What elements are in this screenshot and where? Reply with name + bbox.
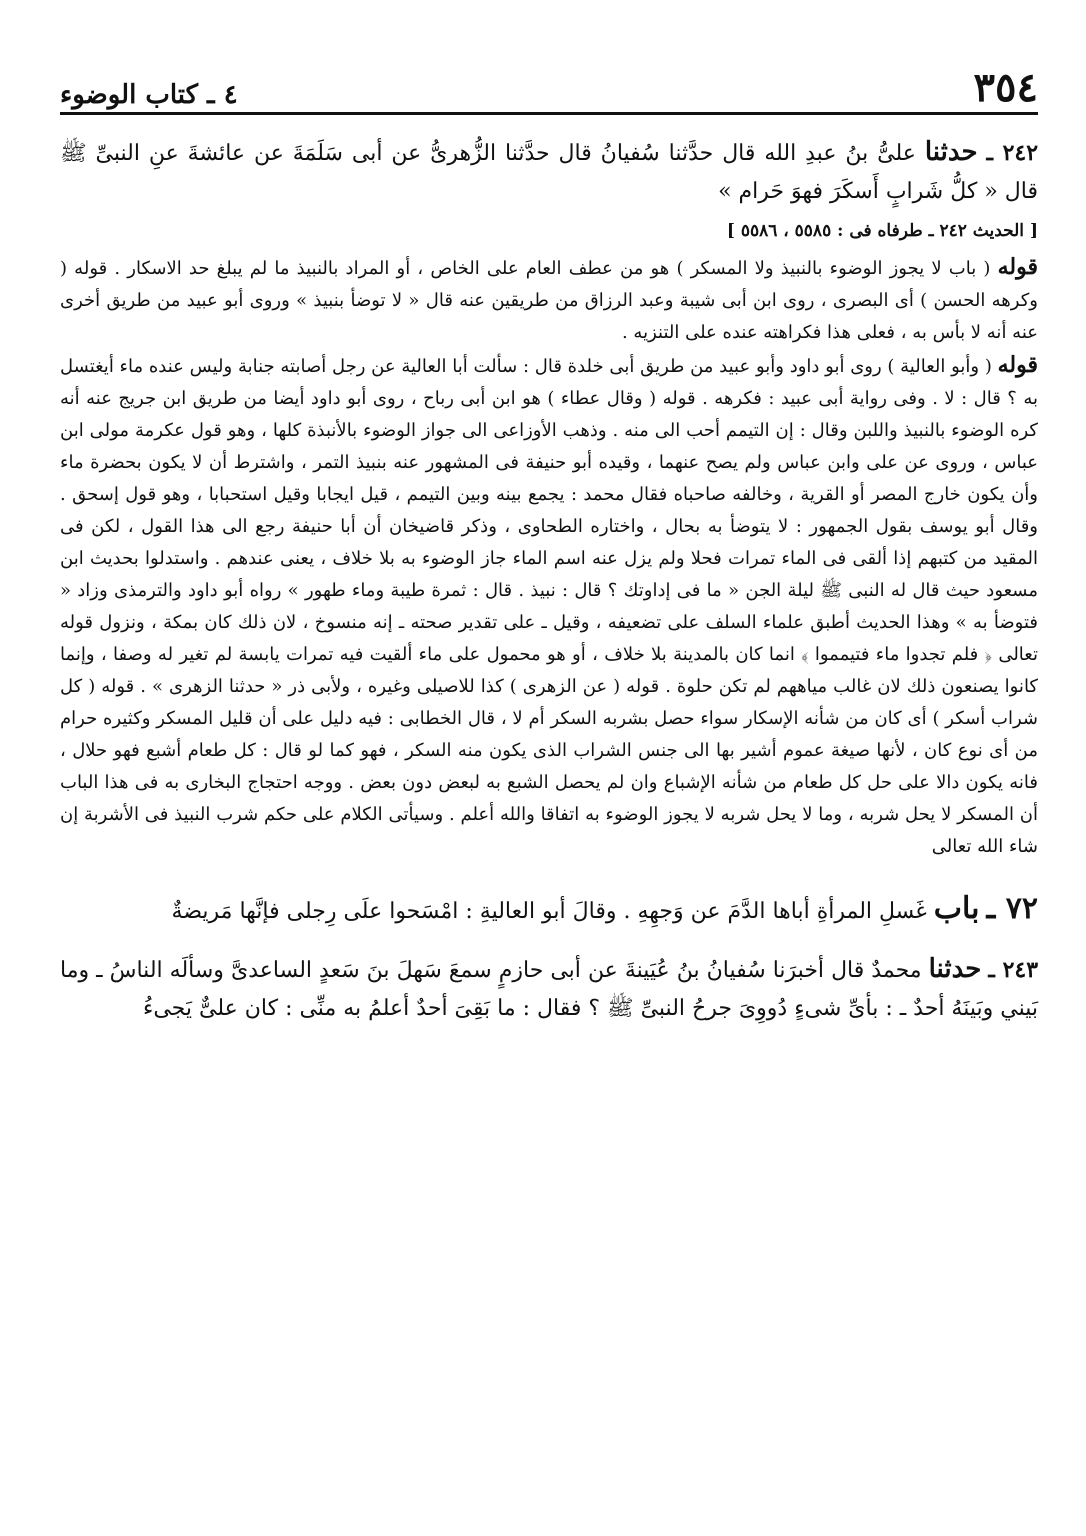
hadith-243: [60, 950, 1038, 1028]
haddathana-word: حدثنا: [924, 137, 978, 167]
bab-word: باب: [933, 891, 980, 926]
commentary-paragraph: [60, 251, 1038, 349]
page-number: ٣٥٤: [973, 64, 1038, 111]
commentary-text: ( وأبو العالية ) روى أبو داود وأبو عبيد من طريق أبى خلدة قال : سألت أبا العالية عن رجل أصابته جنابة وليس عنده ماء أيغتسل به ؟ قال : لا . وفى رواية أبى عبيد : فكرهه . قوله ( وقال عطاء ) هو ابن أبى رباح ، روى أبو داود أيضا من طريق ابن جريج عنه أنه كره الوضوء بالنبيذ واللبن وقال : إن التيمم أحب الى منه . وذهب الأوزاعى الى جواز الوضوء بالأنبذة كلها ، وهو قول عكرمة مولى ابن عباس ، وروى عن على وابن عباس ولم يصح عنهما ، وقيده أبو حنيفة فى المشهور عنه بنبيذ التمر ، واشترط أن لا يكون بحضرة ماء وأن يكون خارج المصر أو القرية ، وخالفه صاحباه فقال محمد : يجمع بينه وبين التيمم ، قيل ايجابا وقيل استحبابا ، وهو قول إسحق . وقال أبو يوسف بقول الجمهور : لا يتوضأ به بحال ، واختاره الطحاوى ، وذكر قاضيخان أن أبا حنيفة رجع الى هذا القول ، لكن فى المقيد من كتبهم إذا ألقى فى الماء تمرات فحلا ولم يزل عنه اسم الماء جاز الوضوء به بلا خلاف ، يعنى عندهم . واستدلوا بحديث ابن مسعود حيث قال له النبى ﷺ ليلة الجن « ما فى إداوتك ؟ قال : نبيذ . قال : ثمرة طيبة وماء طهور » رواه أبو داود والترمذى وزاد « فتوضأ به » وهذا الحديث أطبق علماء السلف على تضعيفه ، وقيل ـ على تقدير صحته ـ إنه منسوخ ، لان ذلك كان بمكة ، ونزول قوله تعالى ﴿ فلم تجدوا ماء فتيمموا ﴾ انما كان بالمدينة بلا خلاف ، أو هو محمول على ماء ألقيت فيه تمرات يابسة لم تغير له وصفا ، وإنما كانوا يصنعون ذلك لان غالب مياههم لم تكن حلوة . قوله ( عن الزهرى ) كذا للاصيلى وغيره ، ولأبى ذر « حدثنا الزهرى » . قوله ( كل شراب أسكر ) أى كان من شأنه الإسكار سواء حصل بشربه السكر أم لا ، قال الخطابى : فيه دليل على أن قليل المسكر وكثيره حرام من أى نوع كان ، لأنها صيغة عموم أشير بها الى جنس الشراب الذى يكون منه السكر ، فهو كما لو قال : كل طعام أشبع فهو حلال ، فانه يكون دالا على حل كل طعام من شأنه الإشباع وان لم يحصل الشبع به لبعض دون بعض . ووجه احتجاج البخارى به فى هذا الباب أن المسكر لا يحل شربه ، وما لا يحل شربه لا يجوز الوضوء به اتفاقا والله أعلم . وسيأتى الكلام على حكم شرب النبيذ فى الأشربة إن شاء الله تعالى: [60, 356, 1039, 857]
haddathana-word: حدثنا: [928, 954, 982, 984]
hadith-number: ٢٤٢ ـ: [986, 140, 1039, 166]
qawluhu-word: قوله: [997, 352, 1038, 378]
book-title: ٤ ـ كتاب الوضوء: [60, 80, 238, 110]
commentary-text: ( باب لا يجوز الوضوء بالنبيذ ولا المسكر ) هو من عطف العام على الخاص ، أو المراد بالنبيذ ما لم يبلغ حد الاسكار . قوله ( وكرهه الحسن ) أى البصرى ، روى ابن أبى شيبة وعبد الرزاق من طريقين عنه قال « لا توضأ بنبيذ » وروى أبو عبيد من طريق أخرى عنه أنه لا بأس به ، فعلى هذا فكراهته عنده على التنزيه .: [60, 258, 1038, 343]
hadith-text: محمدٌ قال أخبرَنا سُفيانُ بنُ عُيَينةَ عن أبى حازمٍ سمعَ سَهلَ بنَ سَعدٍ الساعدىَّ وسألَه الناسُ ـ وما بَيني وبَينَهُ أحدٌ ـ : بأىِّ شىءٍ دُووِىَ جرحُ النبىِّ ﷺ ؟ فقال : ما بَقِىَ أحدٌ أعلمُ به منِّى : كان علىٌّ يَجىءُ: [60, 958, 1038, 1021]
bab-72: [60, 889, 1038, 932]
hadith-text: علىُّ بنُ عبدِ الله قال حدَّثنا سُفيانُ قال حدَّثنا الزُّهرىُّ عن أبى سَلَمَةَ عن عائشةَ عنِ النبىِّ ﷺ قال « كلُّ شَرابٍ أَسكَرَ فهوَ حَرام »: [60, 141, 1038, 204]
bab-number: ٧٢ ـ: [986, 891, 1038, 926]
hadith-number: ٢٤٣ ـ: [988, 957, 1039, 983]
page-header: [60, 56, 1038, 115]
hadith-242: [60, 133, 1038, 211]
bab-text: غَسلِ المرأةِ أباها الدَّمَ عن وَجهِهِ . وقالَ أبو العاليةِ : امْسَحوا علَى رِجلى فإنَّها مَريضةٌ: [171, 899, 927, 924]
commentary: [60, 251, 1038, 863]
qawluhu-word: قوله: [997, 254, 1038, 280]
commentary-paragraph: [60, 349, 1038, 863]
hadith-reference: [ الحديث ٢٤٢ ـ طرفاه فى : ٥٥٨٥ ، ٥٥٨٦ ]: [726, 221, 1038, 241]
